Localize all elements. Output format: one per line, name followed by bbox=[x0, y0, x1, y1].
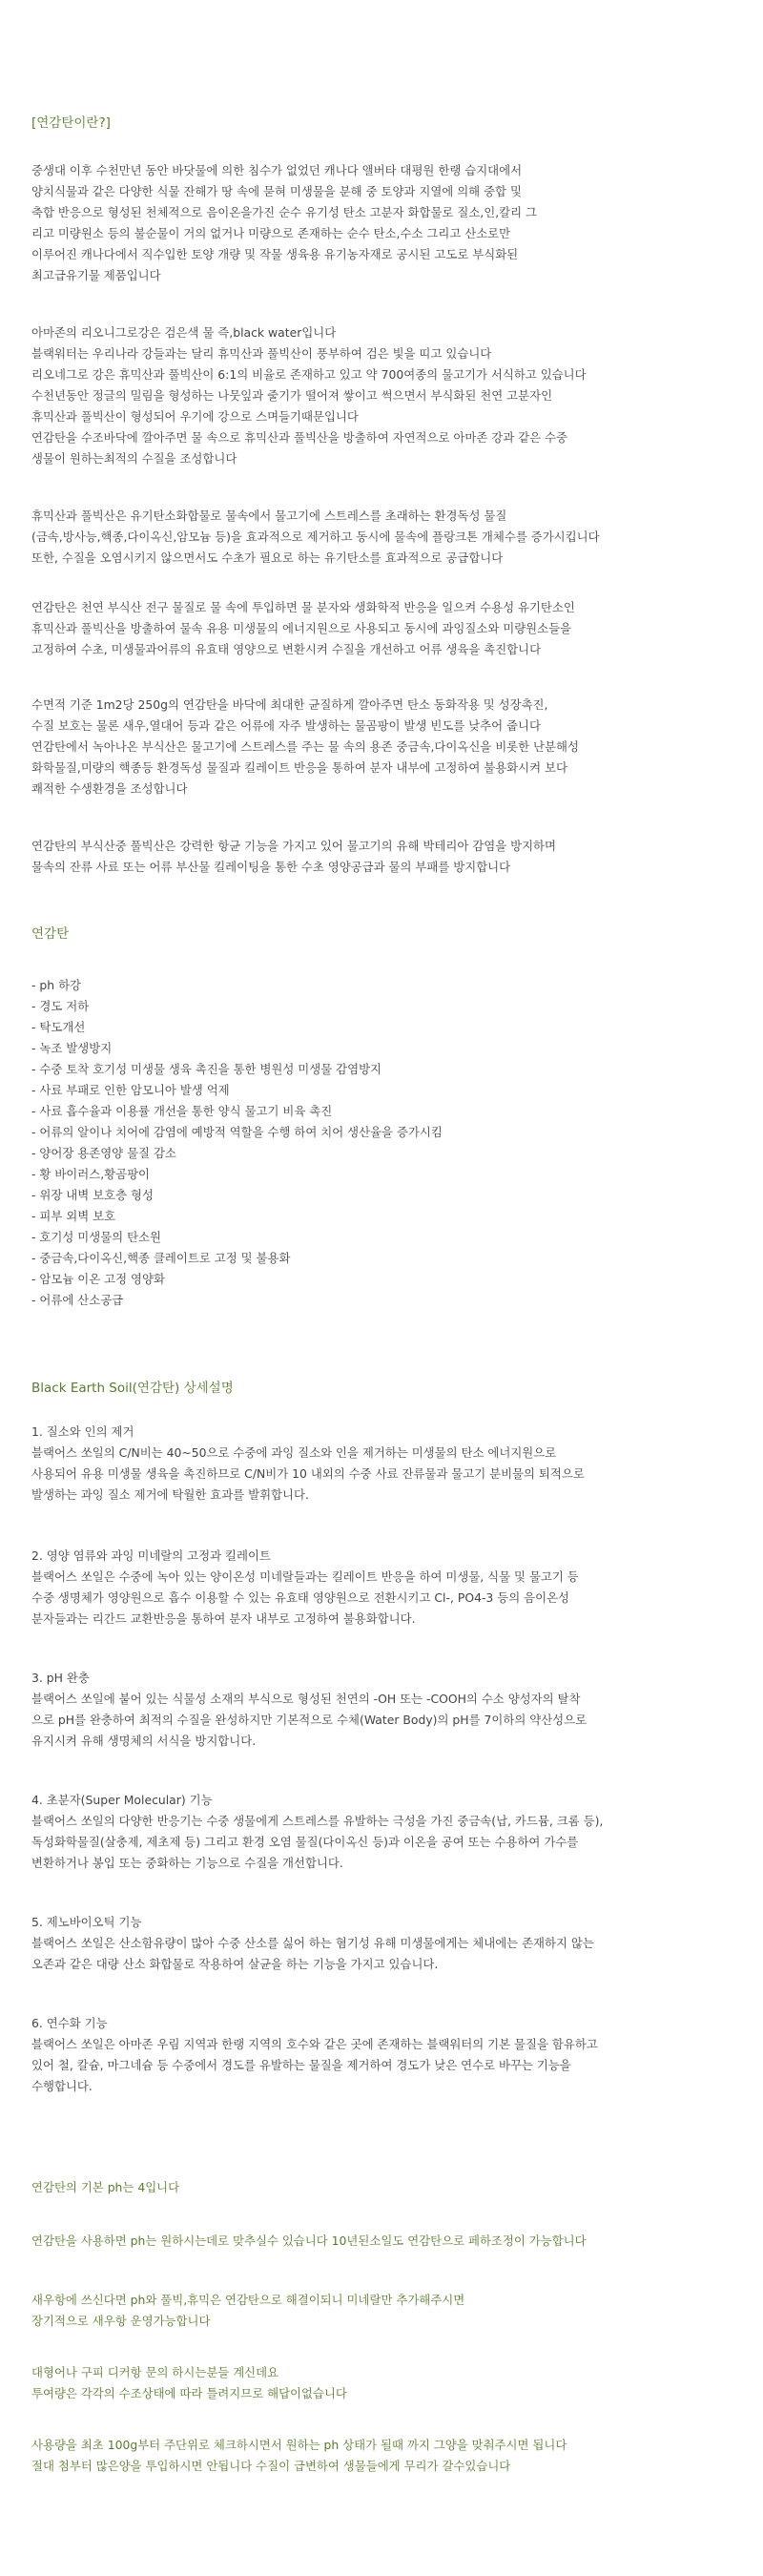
text-line: 양치식물과 같은 다양한 식물 잔해가 땅 속에 묻혀 미생물을 분해 중 토양과 지열에 의해 중합 및 bbox=[31, 184, 522, 198]
list-item: - 사료 흡수율과 이용률 개선을 통한 양식 물고기 비육 촉진 bbox=[31, 1104, 333, 1118]
stress-paragraph bbox=[31, 506, 756, 569]
text-line: 블랙워터는 우리나라 강들과는 달리 휴믹산과 풀빅산이 풍부하여 검은 빛을 띠고 있습니다 bbox=[31, 346, 492, 361]
text-line: 축합 반응으로 형성된 천체적으로 음이온을가진 순수 유기성 탄소 고분자 화합물로 질소,인,칼리 그 bbox=[31, 205, 537, 219]
text-line: 절대 첨부터 많은양을 투입하시면 안됩니다 수질이 급변하여 생물들에게 무리가 갈수있습니다 bbox=[31, 2459, 511, 2473]
list-item: - 호기성 미생물의 탄소원 bbox=[31, 1230, 161, 1244]
list-item: - 경도 저하 bbox=[31, 999, 90, 1013]
detail-section-2 bbox=[31, 1546, 756, 1630]
text-line: 연감탄에서 녹아나온 부식산은 물고기에 스트레스를 주는 물 속의 용존 중금속,다이옥신을 비롯한 난분해성 bbox=[31, 739, 579, 754]
text-line: 블랙어스 쏘일은 아마존 우림 지역과 한랭 지역의 호수와 같은 곳에 존재하는 블랙워터의 기본 물질을 함유하고 bbox=[31, 2037, 598, 2051]
effects-list bbox=[31, 975, 756, 1311]
effects-heading: 연감탄 bbox=[31, 926, 70, 942]
list-item: - 사료 부패로 인한 암모니아 발생 억제 bbox=[31, 1083, 230, 1097]
text-line: 분자들과는 리간드 교환반응을 통하여 분자 내부로 고정하여 불용화합니다. bbox=[31, 1611, 416, 1626]
detail-title: 4. 초분자(Super Molecular) 기능 bbox=[31, 1793, 213, 1807]
text-line: (금속,방사능,핵종,다이옥신,암모늄 등)을 효과적으로 제거하고 동시에 물속에 플랑크톤 개체수를 증가시킵니다 bbox=[31, 530, 600, 544]
detail-title: 6. 연수화 기능 bbox=[31, 2016, 108, 2030]
text-line: 수행합니다. bbox=[31, 2079, 93, 2093]
list-item: - 양어장 용존영양 물질 감소 bbox=[31, 1146, 176, 1160]
microbe-paragraph bbox=[31, 597, 756, 660]
detail-section-1 bbox=[31, 1422, 756, 1506]
text-line: 유지시켜 유해 생명체의 서식을 방지합니다. bbox=[31, 1734, 257, 1748]
text-line: 블랙어스 쏘일은 산소함유량이 많아 수중 산소를 싫어 하는 혐기성 유해 미생물에게는 체내에는 존재하지 않는 bbox=[31, 1936, 594, 1950]
list-item: - 어류에 산소공급 bbox=[31, 1293, 124, 1307]
text-line: 아마존의 리오니그로강은 검은색 물 즉,black water입니다 bbox=[31, 325, 337, 340]
text-line: 이루어진 캐나다에서 직수입한 토양 개량 및 작물 생육용 유기농자재로 공시된 고도로 부식화된 bbox=[31, 247, 519, 261]
detail-section-4 bbox=[31, 1790, 756, 1874]
ph-adjust-note: 연감탄을 사용하면 ph는 원하시는데로 맞추실수 있습니다 10년된소일도 연감탄으로 페하조정이 가능합니다 bbox=[31, 2233, 587, 2248]
text-line: 사용되어 유용 미생물 생육을 촉진하므로 C/N비가 10 내외의 수중 사료 잔류물과 물고기 분비물의 퇴적으로 bbox=[31, 1466, 585, 1481]
text-line: 으로 pH를 완충하여 최적의 수질을 완성하지만 기본적으로 수체(Water Body)의 pH를 7이하의 약산성으로 bbox=[31, 1713, 588, 1727]
list-item: - 암모늄 이온 고정 영양화 bbox=[31, 1272, 165, 1286]
text-line: 휴믹산과 풀빅산은 유기탄소화합물로 물속에서 물고기에 스트레스를 초래하는 환경독성 물질 bbox=[31, 509, 507, 523]
text-line: 블랙어스 쏘일의 C/N비는 40~50으로 수중에 과잉 질소와 인을 제거하는 미생물의 탄소 에너지원으로 bbox=[31, 1445, 557, 1460]
text-line: 연감탄은 천연 부식산 전구 물질로 물 속에 투입하면 물 분자와 생화학적 반응을 일으켜 수용성 유기탄소인 bbox=[31, 600, 575, 614]
section-title: [연감탄이란?] bbox=[31, 115, 111, 131]
text-line: 새우항에 쓰신다면 ph와 풀빅,휴믹은 연감탄으로 해결이되니 미네랄만 추가해주시면 bbox=[31, 2293, 465, 2307]
list-item: - 중금속,다이옥신,핵종 클레이트로 고정 및 불용화 bbox=[31, 1251, 291, 1265]
detail-section-6 bbox=[31, 2013, 756, 2097]
text-line: 블랙어스 쏘일에 붙어 있는 식물성 소재의 부식으로 형성된 천연의 -OH 또는 -COOH의 수소 양성자의 탈착 bbox=[31, 1692, 581, 1706]
text-line: 연감탄을 수조바닥에 깔아주면 물 속으로 휴믹산과 풀빅산을 방출하여 자연적으로 아마존 강과 같은 수중 bbox=[31, 430, 567, 445]
list-item: - 어류의 알이나 치어에 감염에 예방적 역할을 수행 하여 치어 생산율을 증가시킴 bbox=[31, 1125, 443, 1139]
text-line: 또한, 수질을 오염시키지 않으면서도 수초가 필요로 하는 유기탄소를 효과적으로 공급합니다 bbox=[31, 551, 504, 565]
list-item: - 녹조 발생방지 bbox=[31, 1041, 113, 1055]
text-line: 수면적 기준 1m2당 250g의 연감탄을 바닥에 최대한 균질하게 깔아주면 탄소 동화작용 및 성장촉진, bbox=[31, 697, 548, 712]
text-line: 쾌적한 수생환경을 조성합니다 bbox=[31, 781, 188, 796]
text-line: 휴믹산과 풀빅산이 형성되어 우기에 강으로 스며들기때문입니다 bbox=[31, 409, 359, 424]
text-line: 블랙어스 쏘일의 다양한 반응기는 수중 생물에게 스트레스를 유발하는 극성을 가진 중금속(납, 카드뮴, 크롬 등), bbox=[31, 1814, 604, 1828]
text-line: 장기적으로 새우항 운영가능합니다 bbox=[31, 2314, 211, 2328]
text-line: 수질 보호는 물론 새우,열대어 등과 같은 어류에 자주 발생하는 물곰팡이 발생 빈도를 낮추어 줍니다 bbox=[31, 718, 541, 733]
text-line: 변환하거나 봉입 또는 중화하는 기능으로 수질을 개선합니다. bbox=[31, 1856, 343, 1870]
text-line: 화학물질,미량의 핵종등 환경독성 물질과 킬레이트 반응을 통하여 분자 내부에 고정하여 불용화시켜 보다 bbox=[31, 760, 567, 775]
detail-section-5 bbox=[31, 1912, 756, 1975]
detail-section-3 bbox=[31, 1668, 756, 1752]
antibacterial-paragraph bbox=[31, 836, 756, 878]
text-line: 블랙어스 쏘일은 수중에 녹아 있는 양이온성 미네랄들과는 킬레이트 반응을 하여 미생물, 식물 및 물고기 등 bbox=[31, 1569, 579, 1584]
text-line: 연감탄의 부식산중 풀빅산은 강력한 항균 기능을 가지고 있어 물고기의 유해 박테리아 감염을 방지하며 bbox=[31, 839, 556, 853]
black-water-paragraph bbox=[31, 322, 756, 469]
text-line: 생물이 원하는최적의 수질을 조성합니다 bbox=[31, 451, 237, 466]
text-line: 있어 철, 칼슘, 마그네슘 등 수중에서 경도를 유발하는 물질을 제거하여 경도가 낮은 연수로 바꾸는 기능을 bbox=[31, 2058, 571, 2072]
list-item: - ph 하강 bbox=[31, 978, 82, 992]
text-line: 물속의 잔류 사료 또는 어류 부산물 킬레이팅을 통한 수초 영양공급과 물의 부패를 방지합니다 bbox=[31, 860, 511, 874]
list-item: - 피부 외벽 보호 bbox=[31, 1209, 116, 1223]
detail-title: 5. 제노바이오틱 기능 bbox=[31, 1915, 142, 1929]
usage-paragraph bbox=[31, 695, 756, 800]
dosage-note bbox=[31, 2435, 756, 2477]
text-line: 수천년동안 정글의 밀림을 형성하는 나뭇잎과 줄기가 떨어져 쌓이고 썩으면서 부식화된 천연 고분자인 bbox=[31, 388, 553, 403]
text-line: 고정하여 수초, 미생물과어류의 유효태 영양으로 변환시켜 수질을 개선하고 어류 생육을 촉진합니다 bbox=[31, 642, 542, 656]
list-item: - 탁도개선 bbox=[31, 1020, 86, 1034]
text-line: 독성화학물질(살충제, 제초제 등) 그리고 환경 오염 물질(다이옥신 등)과 이온을 공여 또는 수용하여 가수를 bbox=[31, 1835, 579, 1849]
intro-paragraph bbox=[31, 160, 756, 286]
text-line: 리고 미량원소 등의 불순물이 거의 없거나 미량으로 존재하는 순수 탄소,수소 그리고 산소로만 bbox=[31, 226, 511, 240]
list-item: - 위장 내벽 보호층 형성 bbox=[31, 1188, 154, 1202]
text-line: 중생대 이후 수천만년 동안 바닷물에 의한 침수가 없었던 캐나다 앨버타 대평원 한랭 습지대에서 bbox=[31, 163, 523, 177]
inquiry-note bbox=[31, 2362, 756, 2404]
detail-title: 1. 질소와 인의 제거 bbox=[31, 1424, 134, 1439]
detail-heading: Black Earth Soil(연감탄) 상세설명 bbox=[31, 1381, 234, 1396]
text-line: 휴믹산과 풀빅산을 방출하여 물속 유용 미생물의 에너지원으로 사용되고 동시에 과잉질소와 미량원소들을 bbox=[31, 621, 572, 635]
text-line: 발생하는 과잉 질소 제거에 탁월한 효과를 발휘합니다. bbox=[31, 1487, 309, 1502]
list-item: - 수중 토착 호기성 미생물 생육 촉진을 통한 병원성 미생물 감염방지 bbox=[31, 1062, 382, 1076]
text-line: 리오네그로 강은 휴믹산과 풀빅산이 6:1의 비율로 존재하고 있고 약 700여종의 물고기가 서식하고 있습니다 bbox=[31, 367, 587, 382]
text-line: 투여량은 각각의 수조상태에 따라 틀려지므로 해답이없습니다 bbox=[31, 2386, 347, 2400]
detail-title: 2. 영양 염류와 과잉 미네랄의 고정과 킬레이트 bbox=[31, 1548, 271, 1563]
text-line: 오존과 같은 대량 산소 화합물로 작용하여 살균을 하는 기능을 가지고 있습니다. bbox=[31, 1957, 439, 1971]
shrimp-tank-note bbox=[31, 2290, 756, 2332]
ph-base-note: 연감탄의 기본 ph는 4입니다 bbox=[31, 2180, 180, 2194]
text-line: 수중 생명체가 영양원으로 흡수 이용할 수 있는 유효태 영양원으로 전환시키고 Cl-, PO4-3 등의 음이온성 bbox=[31, 1590, 570, 1605]
detail-title: 3. pH 완충 bbox=[31, 1671, 90, 1685]
text-line: 대형어나 구피 디커항 문의 하시는분들 계신데요 bbox=[31, 2365, 279, 2379]
list-item: - 황 바이러스,황곰팡이 bbox=[31, 1167, 151, 1181]
text-line: 사용량을 최초 100g부터 주단위로 체크하시면서 원하는 ph 상태가 될때 까지 그양을 맞춰주시면 됩니다 bbox=[31, 2438, 567, 2452]
text-line: 최고급유기물 제품입니다 bbox=[31, 268, 161, 282]
